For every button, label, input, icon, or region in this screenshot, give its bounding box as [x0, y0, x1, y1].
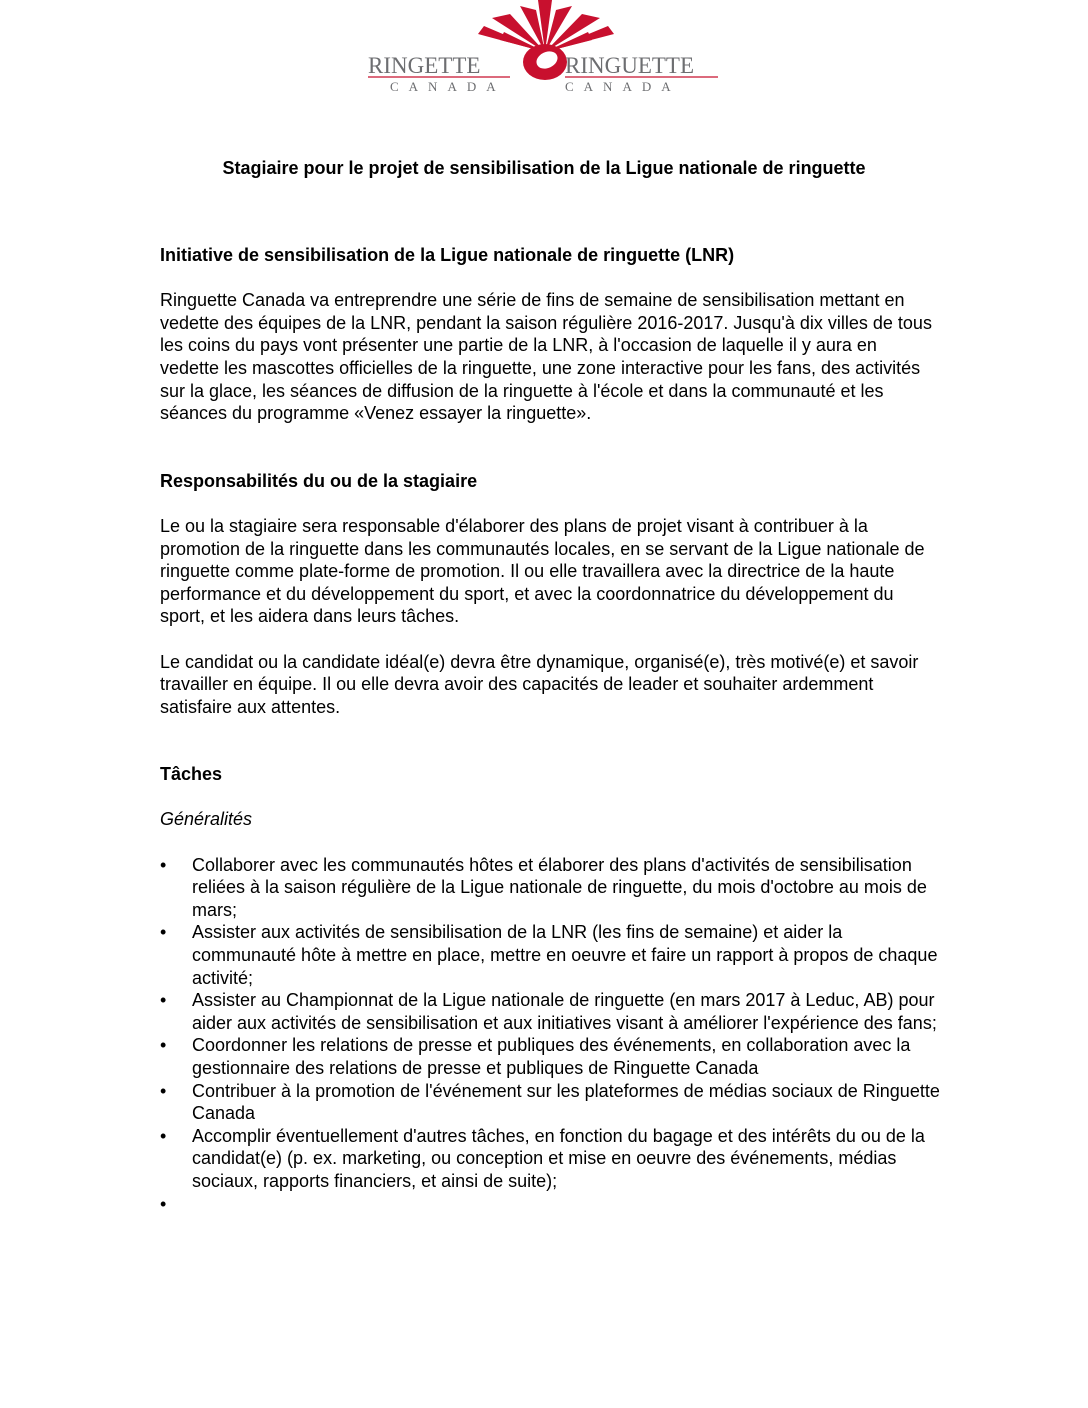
logo-right-top: RINGUETTE	[565, 53, 695, 78]
section-subheading-generalites: Généralités	[160, 809, 253, 830]
ringette-canada-logo	[360, 0, 730, 100]
list-item-text: Accomplir éventuellement d'autres tâches, en fonction du bagage et des intérêts du ou de la candidat(e) (p. ex. marketing, ou conception et mise en oeuvre des événements, médias sociaux, rapports financiers, et ainsi de suite);	[192, 1125, 925, 1191]
task-list	[160, 854, 940, 1216]
logo-right-bottom: CANADA	[565, 79, 681, 94]
list-item-text: Contribuer à la promotion de l'événement sur les plateformes de médias sociaux de Ringuette Canada	[192, 1080, 940, 1124]
list-item-text: Assister au Championnat de la Ligue nationale de ringuette (en mars 2017 à Leduc, AB) pour aider aux activités de sensibilisation et aux initiatives visant à améliorer l'expérience des fans;	[192, 990, 937, 1033]
initiative-paragraph: Ringuette Canada va entreprendre une série de fins de semaine de sensibilisation mettant en vedette des équipes de la LNR, pendant la saison régulière 2016-2017. Jusqu'à dix villes de tous les coins du pays vont présenter une partie de la LNR, à l'occasion de laquelle il y aura en vedette les mascottes officielles de la ringuette, une zone interactive pour les fans, des activités sur la glace, les séances de diffusion de la ringuette à l'école et dans la communauté et les séances du programme «Venez essayer la ringuette».	[160, 290, 932, 424]
responsabilites-paragraph-2: Le candidat ou la candidate idéal(e) devra être dynamique, organisé(e), très motivé(e) et savoir travailler en équipe. Il ou elle devra avoir des capacités de leader et souhaiter ardemment satisfaire aux attentes.	[160, 651, 919, 717]
logo-left-top: RINGETTE	[368, 53, 481, 78]
section-heading-responsabilites: Responsabilités du ou de la stagiaire	[160, 470, 478, 491]
document-body	[160, 244, 940, 1215]
bullet: •	[160, 1125, 167, 1146]
list-item	[160, 1034, 940, 1079]
list-item-text: Coordonner les relations de presse et publiques des événements, en collaboration avec la gestionnaire des relations de presse et publiques de Ringuette Canada	[192, 1035, 911, 1078]
list-item	[160, 1080, 940, 1125]
logo-left-bottom: CANADA	[390, 79, 506, 94]
bullet: •	[160, 1035, 167, 1056]
section-heading-initiative: Initiative de sensibilisation de la Ligue nationale de ringuette (LNR)	[160, 245, 735, 265]
responsabilites-paragraph-1: Le ou la stagiaire sera responsable d'élaborer des plans de projet visant à contribuer à la promotion de la ringuette dans les communautés locales, en se servant de la Ligue nationale de ringuette comme plate-forme de promotion. Il ou elle travaillera avec la directrice de la haute performance et du développement du sport, et avec la coordonnatrice du développement du sport, et les aidera dans leurs tâches.	[160, 515, 925, 627]
document-title: Stagiaire pour le projet de sensibilisation de la Ligue nationale de ringuette	[222, 158, 866, 178]
bullet: •	[160, 990, 167, 1011]
list-item	[160, 921, 940, 989]
bullet: •	[160, 1193, 167, 1214]
list-item	[160, 1125, 940, 1193]
bullet: •	[160, 922, 167, 943]
list-item-text: Assister aux activités de sensibilisation de la LNR (les fins de semaine) et aider la communauté hôte à mettre en place, mettre en oeuvre et faire un rapport à propos de chaque activité;	[192, 922, 938, 988]
section-heading-taches: Tâches	[160, 764, 223, 785]
list-item-text: Collaborer avec les communautés hôtes et élaborer des plans d'activités de sensibilisation reliées à la saison régulière de la Ligue nationale de ringuette, du mois d'octobre au mois de mars;	[192, 854, 927, 920]
list-item	[160, 1193, 940, 1216]
list-item	[160, 989, 940, 1034]
list-item	[160, 854, 940, 922]
bullet: •	[160, 1080, 167, 1101]
bullet: •	[160, 854, 167, 875]
